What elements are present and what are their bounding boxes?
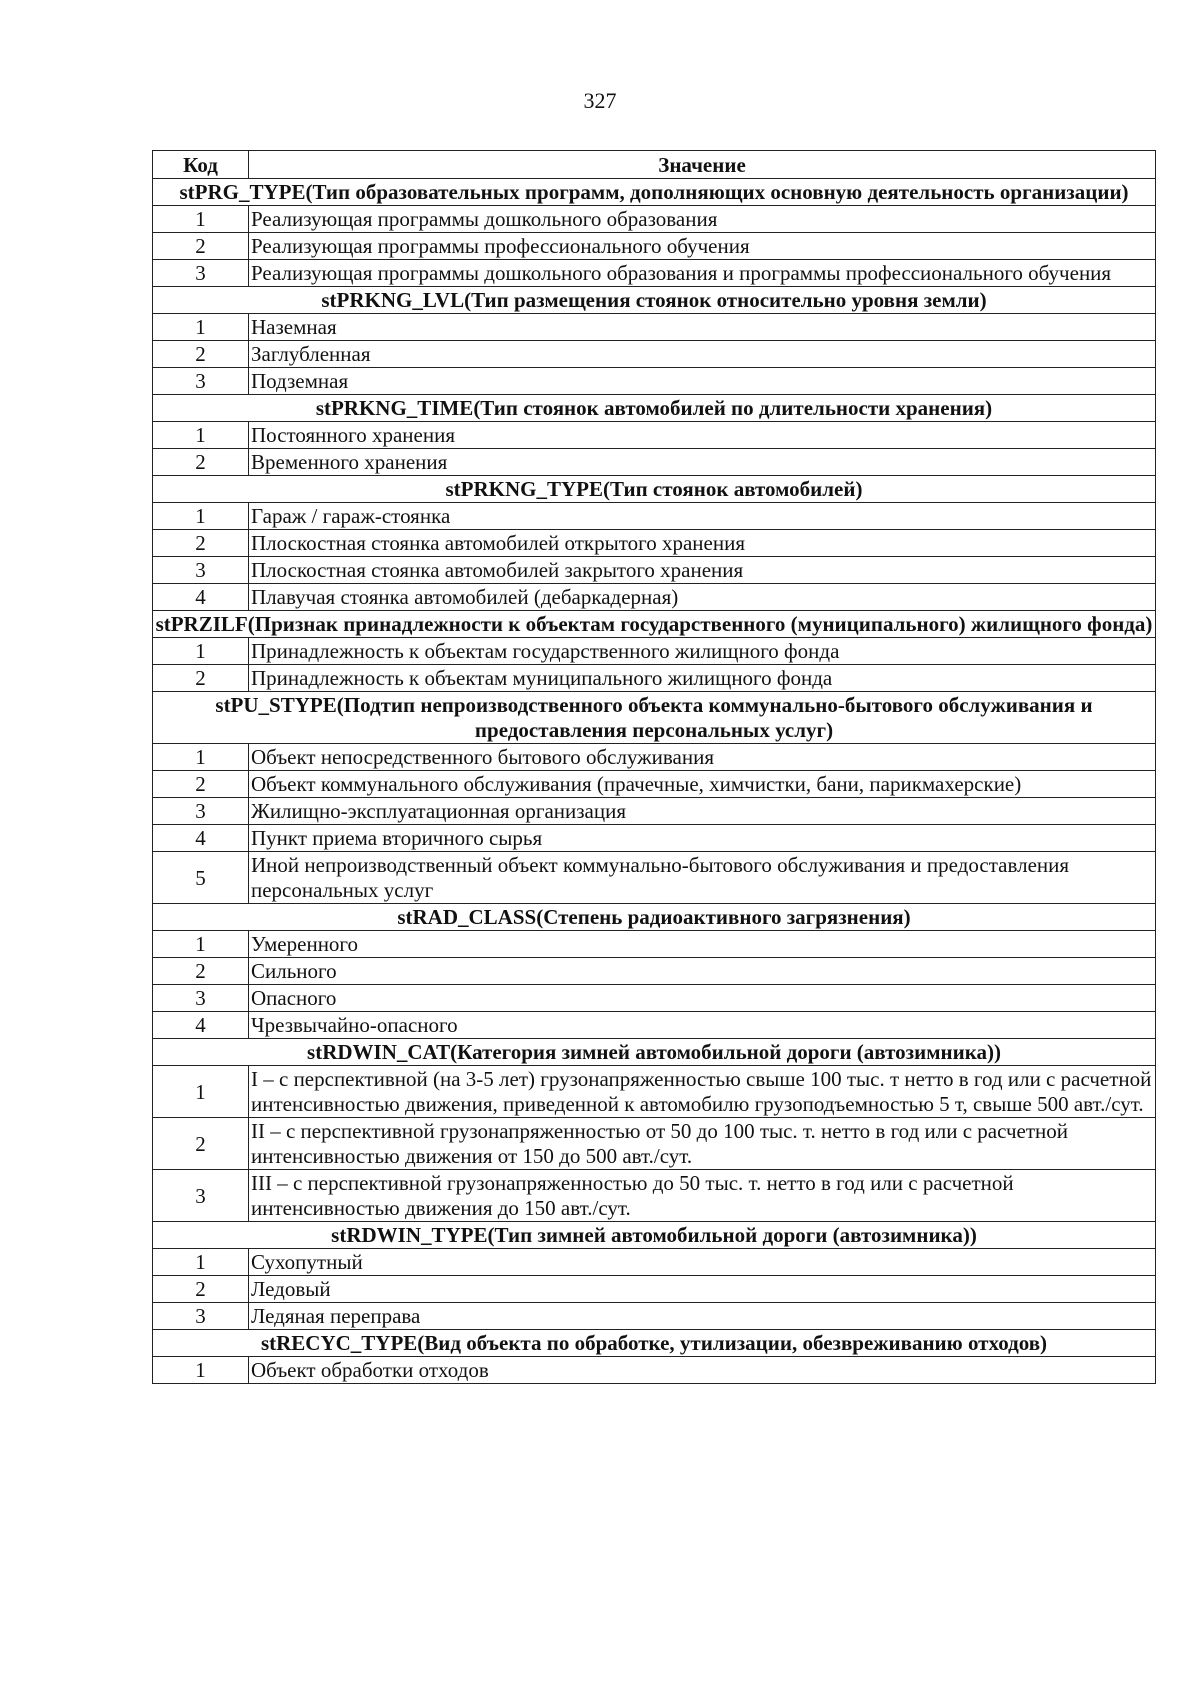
- table-row: [153, 852, 1156, 904]
- value-cell: Принадлежность к объектам государственного жилищного фонда: [249, 638, 1156, 665]
- group-title: stPRKNG_TIME(Тип стоянок автомобилей по длительности хранения): [153, 395, 1156, 422]
- code-cell: 2: [153, 341, 249, 368]
- code-cell: 1: [153, 314, 249, 341]
- value-cell: Реализующая программы профессионального обучения: [249, 233, 1156, 260]
- table-row: [153, 665, 1156, 692]
- value-cell: Наземная: [249, 314, 1156, 341]
- code-cell: 3: [153, 368, 249, 395]
- table-row: [153, 1276, 1156, 1303]
- table-row: [153, 1249, 1156, 1276]
- code-table-container: [152, 150, 1156, 1384]
- table-row: [153, 638, 1156, 665]
- value-cell: Объект обработки отходов: [249, 1357, 1156, 1384]
- table-row: [153, 1303, 1156, 1330]
- code-cell: 2: [153, 449, 249, 476]
- code-cell: 2: [153, 958, 249, 985]
- table-row: [153, 1066, 1156, 1118]
- code-cell: 4: [153, 584, 249, 611]
- value-cell: Плоскостная стоянка автомобилей закрытого хранения: [249, 557, 1156, 584]
- code-cell: 1: [153, 422, 249, 449]
- group-header-row: [153, 476, 1156, 503]
- value-cell: Подземная: [249, 368, 1156, 395]
- table-row: [153, 985, 1156, 1012]
- value-cell: Плавучая стоянка автомобилей (дебаркадерная): [249, 584, 1156, 611]
- value-cell: Гараж / гараж-стоянка: [249, 503, 1156, 530]
- table-row: [153, 1170, 1156, 1222]
- table-row: [153, 341, 1156, 368]
- code-cell: 1: [153, 1357, 249, 1384]
- group-header-row: [153, 1330, 1156, 1357]
- value-cell: Жилищно-эксплуатационная организация: [249, 798, 1156, 825]
- table-row: [153, 530, 1156, 557]
- code-cell: 4: [153, 825, 249, 852]
- value-cell: Реализующая программы дошкольного образования и программы профессионального обучения: [249, 260, 1156, 287]
- code-cell: 1: [153, 503, 249, 530]
- value-cell: II – с перспективной грузонапряженностью от 50 до 100 тыс. т. нетто в год или с расчетной интенсивностью движения от 150 до 500 авт./сут.: [249, 1118, 1156, 1170]
- code-cell: 3: [153, 260, 249, 287]
- value-cell: Опасного: [249, 985, 1156, 1012]
- table-header-row: [153, 151, 1156, 179]
- code-cell: 5: [153, 852, 249, 904]
- group-header-row: [153, 611, 1156, 638]
- table-row: [153, 584, 1156, 611]
- header-value: Значение: [249, 151, 1156, 179]
- group-title: stRDWIN_CAT(Категория зимней автомобильной дороги (автозимника)): [153, 1039, 1156, 1066]
- table-row: [153, 798, 1156, 825]
- code-cell: 2: [153, 665, 249, 692]
- page-number: 327: [583, 88, 617, 113]
- code-cell: 3: [153, 1170, 249, 1222]
- code-cell: 3: [153, 985, 249, 1012]
- table-row: [153, 368, 1156, 395]
- code-cell: 2: [153, 530, 249, 557]
- value-cell: I – с перспективной (на 3-5 лет) грузонапряженностью свыше 100 тыс. т нетто в год или с расчетной интенсивностью движения, приведенной к автомобилю грузоподъемностью 5 т, свыше 500 авт./сут.: [249, 1066, 1156, 1118]
- group-title: stPRKNG_TYPE(Тип стоянок автомобилей): [153, 476, 1156, 503]
- value-cell: Ледяная переправа: [249, 1303, 1156, 1330]
- group-header-row: [153, 1039, 1156, 1066]
- group-header-row: [153, 179, 1156, 206]
- group-header-row: [153, 692, 1156, 744]
- value-cell: Плоскостная стоянка автомобилей открытого хранения: [249, 530, 1156, 557]
- value-cell: Постоянного хранения: [249, 422, 1156, 449]
- code-cell: 2: [153, 1118, 249, 1170]
- value-cell: Объект непосредственного бытового обслуживания: [249, 744, 1156, 771]
- table-row: [153, 206, 1156, 233]
- table-row: [153, 449, 1156, 476]
- group-header-row: [153, 395, 1156, 422]
- table-row: [153, 260, 1156, 287]
- header-code: Код: [153, 151, 249, 179]
- value-cell: Чрезвычайно-опасного: [249, 1012, 1156, 1039]
- code-cell: 1: [153, 638, 249, 665]
- group-title: stPU_STYPE(Подтип непроизводственного объекта коммунально-бытового обслуживания и предоставления персональных услуг): [153, 692, 1156, 744]
- value-cell: Принадлежность к объектам муниципального жилищного фонда: [249, 665, 1156, 692]
- table-row: [153, 931, 1156, 958]
- group-header-row: [153, 1222, 1156, 1249]
- code-cell: 1: [153, 1066, 249, 1118]
- value-cell: Временного хранения: [249, 449, 1156, 476]
- group-title: stRDWIN_TYPE(Тип зимней автомобильной дороги (автозимника)): [153, 1222, 1156, 1249]
- value-cell: Сильного: [249, 958, 1156, 985]
- value-cell: Ледовый: [249, 1276, 1156, 1303]
- table-row: [153, 233, 1156, 260]
- group-title: stPRKNG_LVL(Тип размещения стоянок относительно уровня земли): [153, 287, 1156, 314]
- code-cell: 1: [153, 1249, 249, 1276]
- table-row: [153, 1012, 1156, 1039]
- code-cell: 2: [153, 233, 249, 260]
- code-table: [152, 150, 1156, 1384]
- table-row: [153, 744, 1156, 771]
- code-cell: 3: [153, 557, 249, 584]
- code-cell: 1: [153, 744, 249, 771]
- code-cell: 1: [153, 206, 249, 233]
- value-cell: Объект коммунального обслуживания (прачечные, химчистки, бани, парикмахерские): [249, 771, 1156, 798]
- group-title: stRECYC_TYPE(Вид объекта по обработке, утилизации, обезвреживанию отходов): [153, 1330, 1156, 1357]
- table-row: [153, 1357, 1156, 1384]
- table-body: [153, 179, 1156, 1384]
- code-cell: 3: [153, 798, 249, 825]
- table-row: [153, 1118, 1156, 1170]
- value-cell: Иной непроизводственный объект коммунально-бытового обслуживания и предоставления персональных услуг: [249, 852, 1156, 904]
- code-cell: 2: [153, 771, 249, 798]
- table-row: [153, 503, 1156, 530]
- group-title: stPRZILF(Признак принадлежности к объектам государственного (муниципального) жилищного фонда): [153, 611, 1156, 638]
- table-row: [153, 422, 1156, 449]
- code-cell: 2: [153, 1276, 249, 1303]
- group-title: stRAD_CLASS(Степень радиоактивного загрязнения): [153, 904, 1156, 931]
- value-cell: Пункт приема вторичного сырья: [249, 825, 1156, 852]
- value-cell: Умеренного: [249, 931, 1156, 958]
- value-cell: Заглубленная: [249, 341, 1156, 368]
- table-row: [153, 314, 1156, 341]
- code-cell: 1: [153, 931, 249, 958]
- value-cell: III – с перспективной грузонапряженностью до 50 тыс. т. нетто в год или с расчетной интенсивностью движения до 150 авт./сут.: [249, 1170, 1156, 1222]
- table-row: [153, 958, 1156, 985]
- value-cell: Сухопутный: [249, 1249, 1156, 1276]
- table-row: [153, 771, 1156, 798]
- code-cell: 3: [153, 1303, 249, 1330]
- group-header-row: [153, 287, 1156, 314]
- group-header-row: [153, 904, 1156, 931]
- code-cell: 4: [153, 1012, 249, 1039]
- table-row: [153, 557, 1156, 584]
- group-title: stPRG_TYPE(Тип образовательных программ, дополняющих основную деятельность организации): [153, 179, 1156, 206]
- table-row: [153, 825, 1156, 852]
- value-cell: Реализующая программы дошкольного образования: [249, 206, 1156, 233]
